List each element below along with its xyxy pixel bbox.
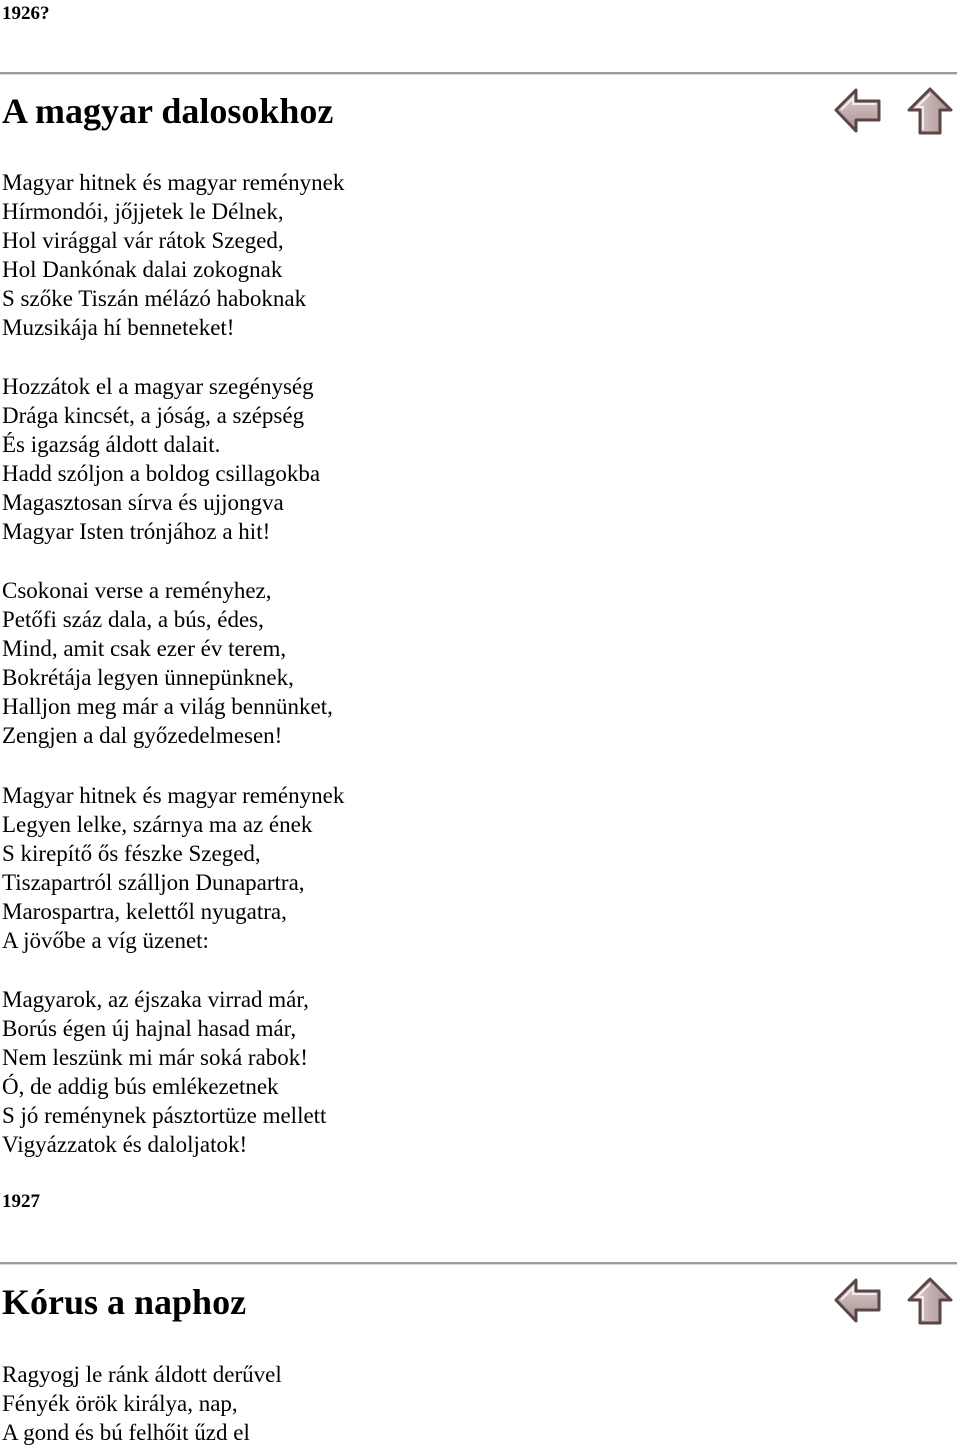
- verse-line: Magyar hitnek és magyar reménynek: [2, 170, 345, 195]
- verse-line: Hol Dankónak dalai zokognak: [2, 257, 283, 282]
- up-button[interactable]: [905, 1276, 955, 1326]
- verse-line: Mind, amit csak ezer év terem,: [2, 636, 287, 661]
- verse-line: Halljon meg már a világ bennünket,: [2, 694, 333, 719]
- verse-line: S jó reménynek pásztortüze mellett: [2, 1103, 327, 1128]
- back-button[interactable]: [833, 86, 883, 136]
- verse-line: A jövőbe a víg üzenet:: [2, 928, 209, 953]
- verse-line: Bokrétája legyen ünnepünknek,: [2, 665, 294, 690]
- verse-line: Hozzátok el a magyar szegénység: [2, 374, 314, 399]
- poem-title: Kórus a naphoz: [2, 1282, 247, 1322]
- verse-line: Ragyogj le ránk áldott derűvel: [2, 1362, 282, 1387]
- verse-line: Nem leszünk mi már soká rabok!: [2, 1045, 308, 1070]
- arrow-left-icon: [833, 86, 883, 136]
- stanza: [2, 576, 333, 750]
- stanza: [2, 781, 344, 955]
- horizontal-rule: [0, 1262, 957, 1265]
- verse-line: Magyar Isten trónjához a hit!: [2, 519, 271, 544]
- verse-line: Magasztosan sírva és ujjongva: [2, 490, 284, 515]
- stanza: [2, 168, 344, 342]
- stanza: [2, 372, 320, 546]
- verse-line: Hadd szóljon a boldog csillagokba: [2, 461, 321, 486]
- back-button[interactable]: [833, 1276, 883, 1326]
- verse-line: Legyen lelke, szárnya ma az ének: [2, 812, 313, 837]
- verse-line: A gond és bú felhőit űzd el: [2, 1420, 250, 1445]
- arrow-left-icon: [833, 1276, 883, 1326]
- year-label: 1926?: [2, 3, 50, 24]
- verse-line: S szőke Tiszán mélázó haboknak: [2, 286, 307, 311]
- verse-line: Magyarok, az éjszaka virrad már,: [2, 987, 309, 1012]
- verse-line: Petőfi száz dala, a bús, édes,: [2, 607, 264, 632]
- verse-line: Csokonai verse a reményhez,: [2, 578, 272, 603]
- year-label: 1927: [2, 1191, 40, 1212]
- verse-line: S kirepítő ős fészke Szeged,: [2, 841, 261, 866]
- verse-line: Zengjen a dal győzedelmesen!: [2, 723, 283, 748]
- horizontal-rule: [0, 72, 957, 75]
- verse-line: Muzsikája hí benneteket!: [2, 315, 235, 340]
- arrow-up-icon: [905, 1276, 955, 1326]
- arrow-up-icon: [905, 86, 955, 136]
- verse-line: És igazság áldott dalait.: [2, 432, 221, 457]
- verse-line: Tiszapartról szálljon Dunapartra,: [2, 870, 305, 895]
- up-button[interactable]: [905, 86, 955, 136]
- verse-line: Fényék örök királya, nap,: [2, 1391, 238, 1416]
- verse-line: Magyar hitnek és magyar reménynek: [2, 783, 345, 808]
- verse-line: Marospartra, kelettől nyugatra,: [2, 899, 287, 924]
- stanza: [2, 1360, 282, 1447]
- stanza: [2, 985, 326, 1159]
- verse-line: Drága kincsét, a jóság, a szépség: [2, 403, 305, 428]
- verse-line: Hol virággal vár rátok Szeged,: [2, 228, 284, 253]
- poem-title: A magyar dalosokhoz: [2, 91, 334, 131]
- verse-line: Hírmondói, jőjjetek le Délnek,: [2, 199, 284, 224]
- verse-line: Ó, de addig bús emlékezetnek: [2, 1074, 279, 1099]
- verse-line: Borús égen új hajnal hasad már,: [2, 1016, 297, 1041]
- verse-line: Vigyázzatok és daloljatok!: [2, 1132, 248, 1157]
